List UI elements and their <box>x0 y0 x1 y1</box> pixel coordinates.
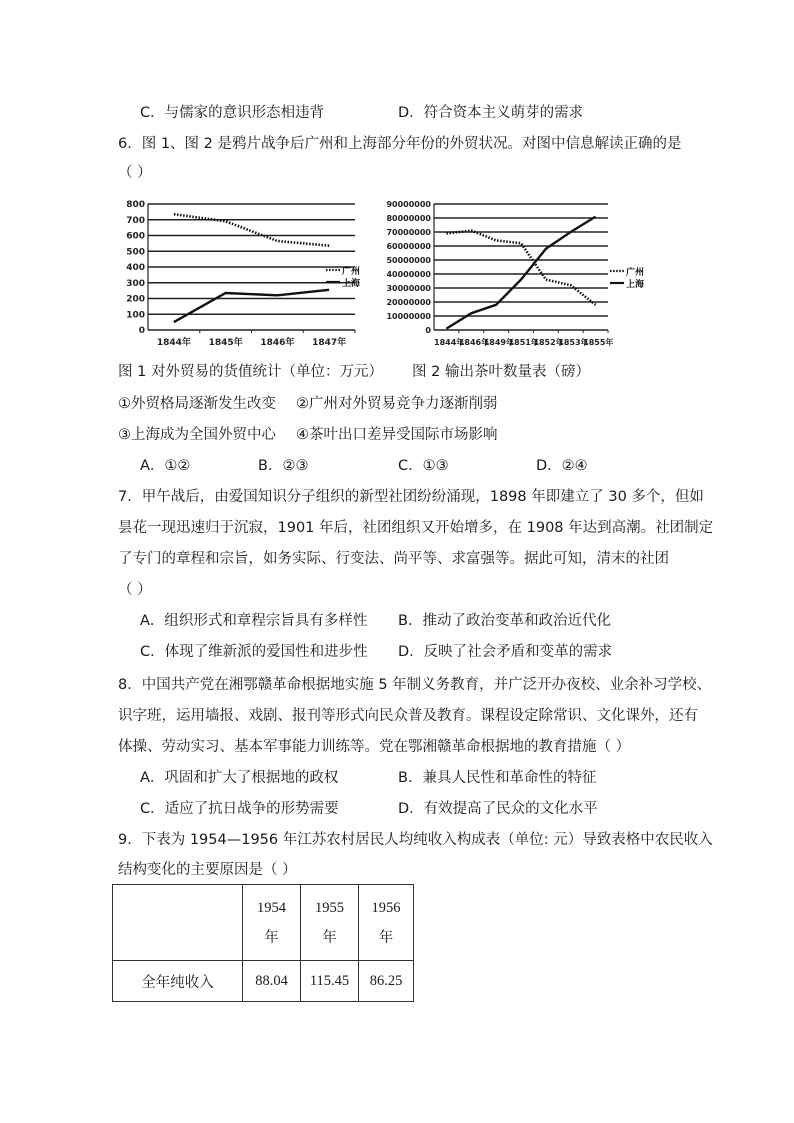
x-tick-label: 1845年 <box>208 338 243 348</box>
q6-statement-4: ④茶叶出口差异受国际市场影响 <box>296 427 498 443</box>
year-unit: 年 <box>322 929 337 946</box>
legend-label: 广州 <box>342 267 361 277</box>
chart-tea-export <box>378 196 648 348</box>
y-tick-label: 800 <box>126 200 145 211</box>
y-tick-label: 10000000 <box>386 311 431 321</box>
table-cell-value: 86.25 <box>359 961 414 1002</box>
y-tick-label: 500 <box>126 247 145 258</box>
q9-stem-line1: 9．下表为 1954—1956 年江苏农村居民人均纯收入构成表（单位: 元）导致表格中农民收入 <box>118 832 713 848</box>
q6-statement-3: ③上海成为全国外贸中心 <box>118 427 276 443</box>
q6-answer-blank: （ ） <box>118 165 152 181</box>
y-tick-label: 100 <box>126 310 145 321</box>
q7-option-d: D．反映了社会矛盾和变革的需求 <box>398 644 613 660</box>
y-tick-label: 90000000 <box>386 199 431 209</box>
table-year-cell <box>301 885 359 961</box>
y-tick-label: 700 <box>126 215 145 226</box>
table-cell-value: 115.45 <box>301 961 359 1002</box>
year-number: 1956 <box>371 899 401 916</box>
y-tick-label: 50000000 <box>386 255 431 265</box>
q6-option-d: D．②④ <box>536 458 588 474</box>
q6-stem: 6．图 1、图 2 是鸦片战争后广州和上海部分年份的外贸状况。对图中信息解读正确的是 <box>118 136 682 152</box>
year-number: 1954 <box>257 899 286 916</box>
y-tick-label: 0 <box>425 325 431 335</box>
q6-statement-2: ②广州对外贸易竞争力逐渐削弱 <box>296 396 498 412</box>
x-tick-label: 1852年 <box>533 338 564 347</box>
legend-label: 广州 <box>626 268 645 278</box>
legend-label: 上海 <box>626 280 645 290</box>
year-unit: 年 <box>264 929 279 946</box>
table-header-row <box>113 885 414 961</box>
x-tick-label: 1855年 <box>583 338 614 347</box>
q6-option-a: A．①② <box>140 458 191 474</box>
q6-option-c: C．①③ <box>398 458 449 474</box>
y-tick-label: 0 <box>138 326 145 337</box>
q5-option-c: C．与儒家的意识形态相违背 <box>140 105 325 121</box>
figure2-caption: 图 2 输出茶叶数量表（磅） <box>412 364 590 380</box>
q8-stem-line3: 体操、劳动实习、基本军事能力训练等。党在鄂湘赣革命根据地的教育措施（ ） <box>118 739 631 755</box>
figure1-caption: 图 1 对外贸易的货值统计（单位：万元） <box>118 364 383 380</box>
table-cell-value: 88.04 <box>243 961 301 1002</box>
q7-option-a: A．组织形式和章程宗旨具有多样性 <box>140 613 368 629</box>
q7-stem-line2: 昙花一现迅速归于沉寂，1901 年后，社团组织又开始增多，在 1908 年达到高潮。社团制定 <box>118 520 714 536</box>
q8-stem-line2: 识字班，运用墙报、戏剧、报刊等形式向民众普及教育。课程设定除常识、文化课外，还有 <box>118 708 698 724</box>
q7-answer-blank: （ ） <box>118 582 152 598</box>
q9-stem-line2: 结构变化的主要原因是（ ） <box>118 862 297 878</box>
year-number: 1955 <box>315 899 344 916</box>
series-line-shanghai <box>446 217 595 329</box>
table-row <box>113 961 414 1002</box>
q8-option-c: C．适应了抗日战争的形势需要 <box>140 801 339 817</box>
q8-option-b: B．兼具人民性和革命性的特征 <box>398 770 597 786</box>
q7-option-c: C．体现了维新派的爱国性和进步性 <box>140 644 368 660</box>
x-tick-label: 1844年 <box>156 338 191 348</box>
x-tick-label: 1847年 <box>312 338 347 348</box>
y-tick-label: 20000000 <box>386 297 431 307</box>
table-year-cell <box>359 885 414 961</box>
q8-option-a: A．巩固和扩大了根据地的政权 <box>140 770 339 786</box>
q8-option-d: D．有效提高了民众的文化水平 <box>398 801 598 817</box>
x-tick-label: 1849年 <box>483 338 514 347</box>
y-tick-label: 300 <box>126 278 145 289</box>
x-tick-label: 1851年 <box>508 338 539 347</box>
q7-stem-line1: 7．甲午战后，由爱国知识分子组织的新型社团纷纷涌现，1898 年即建立了 30 多个，但如 <box>118 489 704 505</box>
chart-trade-value <box>118 196 363 348</box>
x-tick-label: 1844年 <box>434 338 465 347</box>
year-unit: 年 <box>378 929 394 946</box>
y-tick-label: 400 <box>126 263 145 274</box>
x-tick-label: 1846年 <box>260 338 295 348</box>
q7-stem-line3: 了专门的章程和宗旨，如务实际、行变法、尚平等、求富强等。据此可知，清末的社团 <box>118 551 669 567</box>
y-tick-label: 600 <box>126 231 145 242</box>
series-line-shanghai <box>174 290 329 322</box>
y-tick-label: 200 <box>126 294 145 305</box>
series-line-guangzhou <box>174 214 329 246</box>
q7-option-b: B．推动了政治变革和政治近代化 <box>398 613 611 629</box>
table-corner-cell <box>113 885 243 961</box>
series-line-guangzhou <box>446 231 595 305</box>
x-tick-label: 1846年 <box>458 338 490 347</box>
q5-option-d: D．符合资本主义萌芽的需求 <box>398 105 584 121</box>
q6-statement-1: ①外贸格局逐渐发生改变 <box>118 396 276 412</box>
x-tick-label: 1853年 <box>558 338 589 347</box>
y-tick-label: 70000000 <box>386 227 431 237</box>
q8-stem-line1: 8．中国共产党在湘鄂赣革命根据地实施 5 年制义务教育，并广泛开办夜校、业余补习学校、 <box>118 677 712 693</box>
y-tick-label: 80000000 <box>386 213 431 223</box>
y-tick-label: 60000000 <box>386 241 431 251</box>
legend-label: 上海 <box>342 279 361 289</box>
table-row-label: 全年纯收入 <box>113 961 243 1002</box>
y-tick-label: 30000000 <box>386 283 431 293</box>
table-year-cell <box>243 885 301 961</box>
q6-option-b: B．②③ <box>258 458 309 474</box>
y-tick-label: 40000000 <box>386 269 431 279</box>
income-table <box>112 884 414 1002</box>
